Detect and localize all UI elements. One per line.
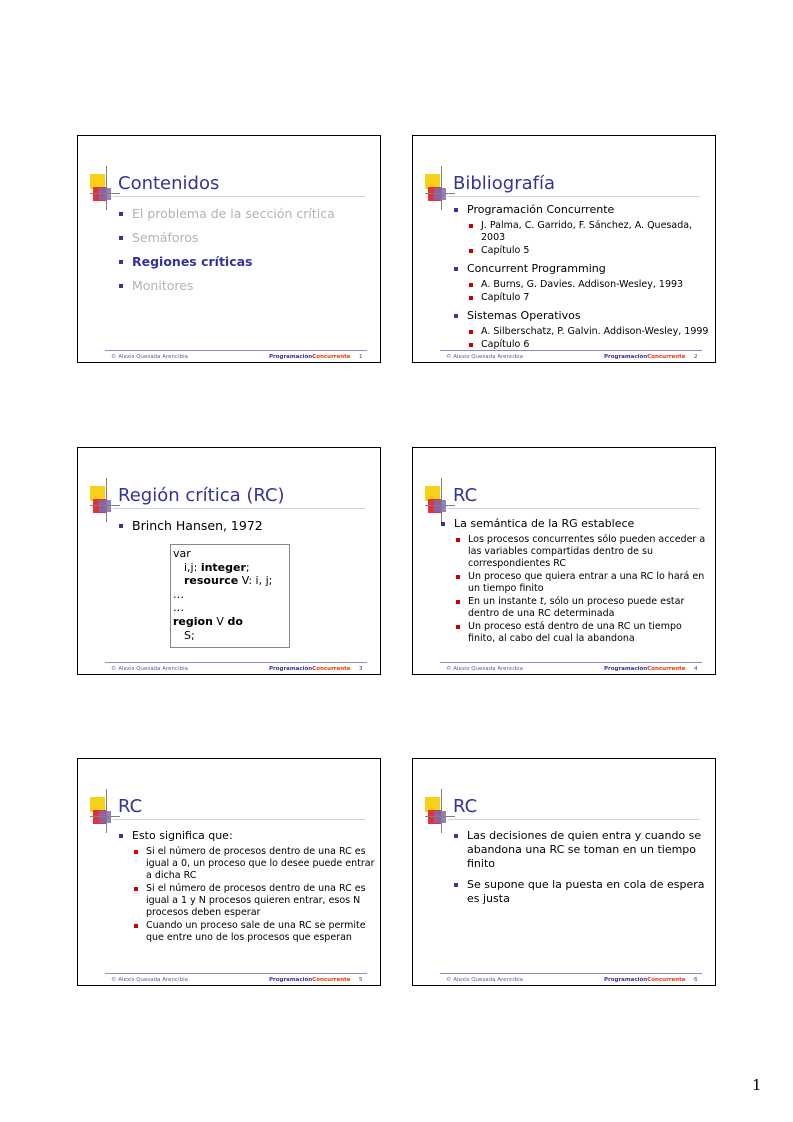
footer-course: ProgramaciónConcurrente: [269, 666, 351, 672]
slide-title: Bibliografía: [453, 173, 556, 194]
toc-item-current: Regiones críticas: [118, 254, 374, 269]
bib-detail: Capítulo 7: [453, 292, 709, 304]
bib-detail: Capítulo 6: [453, 339, 709, 351]
footer-course: ProgramaciónConcurrente: [604, 666, 686, 672]
slide-logo: [425, 166, 455, 210]
slide-logo: [90, 166, 120, 210]
toc-item: El problema de la sección crítica: [118, 206, 374, 221]
footer-course: ProgramaciónConcurrente: [269, 977, 351, 983]
slide-logo: [90, 478, 120, 522]
bib-item: Programación Concurrente: [453, 203, 709, 217]
bullet-item: Las decisiones de quien entra y cuando se abandona una RC se toman en un tiempo finito: [453, 829, 711, 871]
page-number: 1: [752, 1076, 762, 1094]
title-rule: [448, 819, 700, 820]
code-box: var i,j: integer; resource V: i, j; … … region V do S;: [170, 544, 290, 648]
slide-logo: [425, 478, 455, 522]
footer-course: ProgramaciónConcurrente: [604, 354, 686, 360]
slide-number: 1: [359, 354, 363, 360]
footer-author: © Alexis Quesada Arencibia: [446, 354, 523, 360]
slide-number: 2: [694, 354, 698, 360]
slide-logo: [425, 789, 455, 833]
sub-item: Un proceso que quiera entrar a una RC lo hará en un tiempo finito: [440, 571, 710, 595]
toc-item: Monitores: [118, 278, 374, 293]
bib-detail: A. Silberschatz, P. Galvin. Addison-Wesley, 1999: [453, 326, 709, 338]
title-rule: [113, 508, 365, 509]
slide-3: [77, 447, 381, 675]
slide-6: [412, 758, 716, 986]
sub-item: Un proceso está dentro de una RC un tiempo finito, al cabo del cual la abandona: [440, 621, 710, 645]
sub-item: Si el número de procesos dentro de una RC es igual a 1 y N procesos quieren entrar, esos N procesos deben esperar: [118, 883, 380, 919]
slide-title: RC: [453, 485, 478, 506]
bib-detail: Capítulo 5: [453, 245, 709, 257]
slide-title: Contenidos: [118, 173, 220, 194]
slide-title: RC: [118, 796, 143, 817]
sub-item: Si el número de procesos dentro de una RC es igual a 0, un proceso que lo desee puede entrar a dicha RC: [118, 846, 380, 882]
bullet-item: Se supone que la puesta en cola de espera es justa: [453, 878, 711, 906]
slide-title: RC: [453, 796, 478, 817]
bib-item: Concurrent Programming: [453, 262, 709, 276]
footer-rule: [440, 973, 702, 974]
bib-detail: A. Burns, G. Davies. Addison-Wesley, 1993: [453, 279, 709, 291]
bullet-item: Brinch Hansen, 1972: [118, 518, 374, 533]
slide-title: Región crítica (RC): [118, 485, 285, 506]
footer-rule: [105, 350, 367, 351]
title-rule: [448, 508, 700, 509]
slide-number: 4: [694, 666, 698, 672]
bib-detail: J. Palma, C. Garrido, F. Sánchez, A. Quesada, 2003: [453, 220, 709, 244]
footer-course: ProgramaciónConcurrente: [269, 354, 351, 360]
slide-number: 6: [694, 977, 698, 983]
title-rule: [448, 196, 700, 197]
footer-author: © Alexis Quesada Arencibia: [111, 666, 188, 672]
title-rule: [113, 819, 365, 820]
slide-4: [412, 447, 716, 675]
slide-5: [77, 758, 381, 986]
title-rule: [113, 196, 365, 197]
sub-item: Cuando un proceso sale de una RC se permite que entre uno de los procesos que esperan: [118, 920, 380, 944]
bib-item: Sistemas Operativos: [453, 309, 709, 323]
slide-1: [77, 135, 381, 363]
footer-course: ProgramaciónConcurrente: [604, 977, 686, 983]
footer-rule: [105, 662, 367, 663]
slide-number: 3: [359, 666, 363, 672]
footer-author: © Alexis Quesada Arencibia: [111, 977, 188, 983]
footer-author: © Alexis Quesada Arencibia: [446, 977, 523, 983]
toc-item: Semáforos: [118, 230, 374, 245]
sub-item: En un instante t, sólo un proceso puede estar dentro de una RC determinada: [440, 596, 710, 620]
footer-rule: [440, 350, 702, 351]
footer-rule: [440, 662, 702, 663]
footer-author: © Alexis Quesada Arencibia: [111, 354, 188, 360]
slide-2: [412, 135, 716, 363]
slide-logo: [90, 789, 120, 833]
footer-author: © Alexis Quesada Arencibia: [446, 666, 523, 672]
footer-rule: [105, 973, 367, 974]
sub-item: Los procesos concurrentes sólo pueden acceder a las variables compartidas dentro de su correspondientes RC: [440, 534, 710, 570]
bullet-item: Esto significa que:: [118, 829, 380, 843]
bullet-item: La semántica de la RG establece: [440, 517, 710, 531]
slide-number: 5: [359, 977, 363, 983]
